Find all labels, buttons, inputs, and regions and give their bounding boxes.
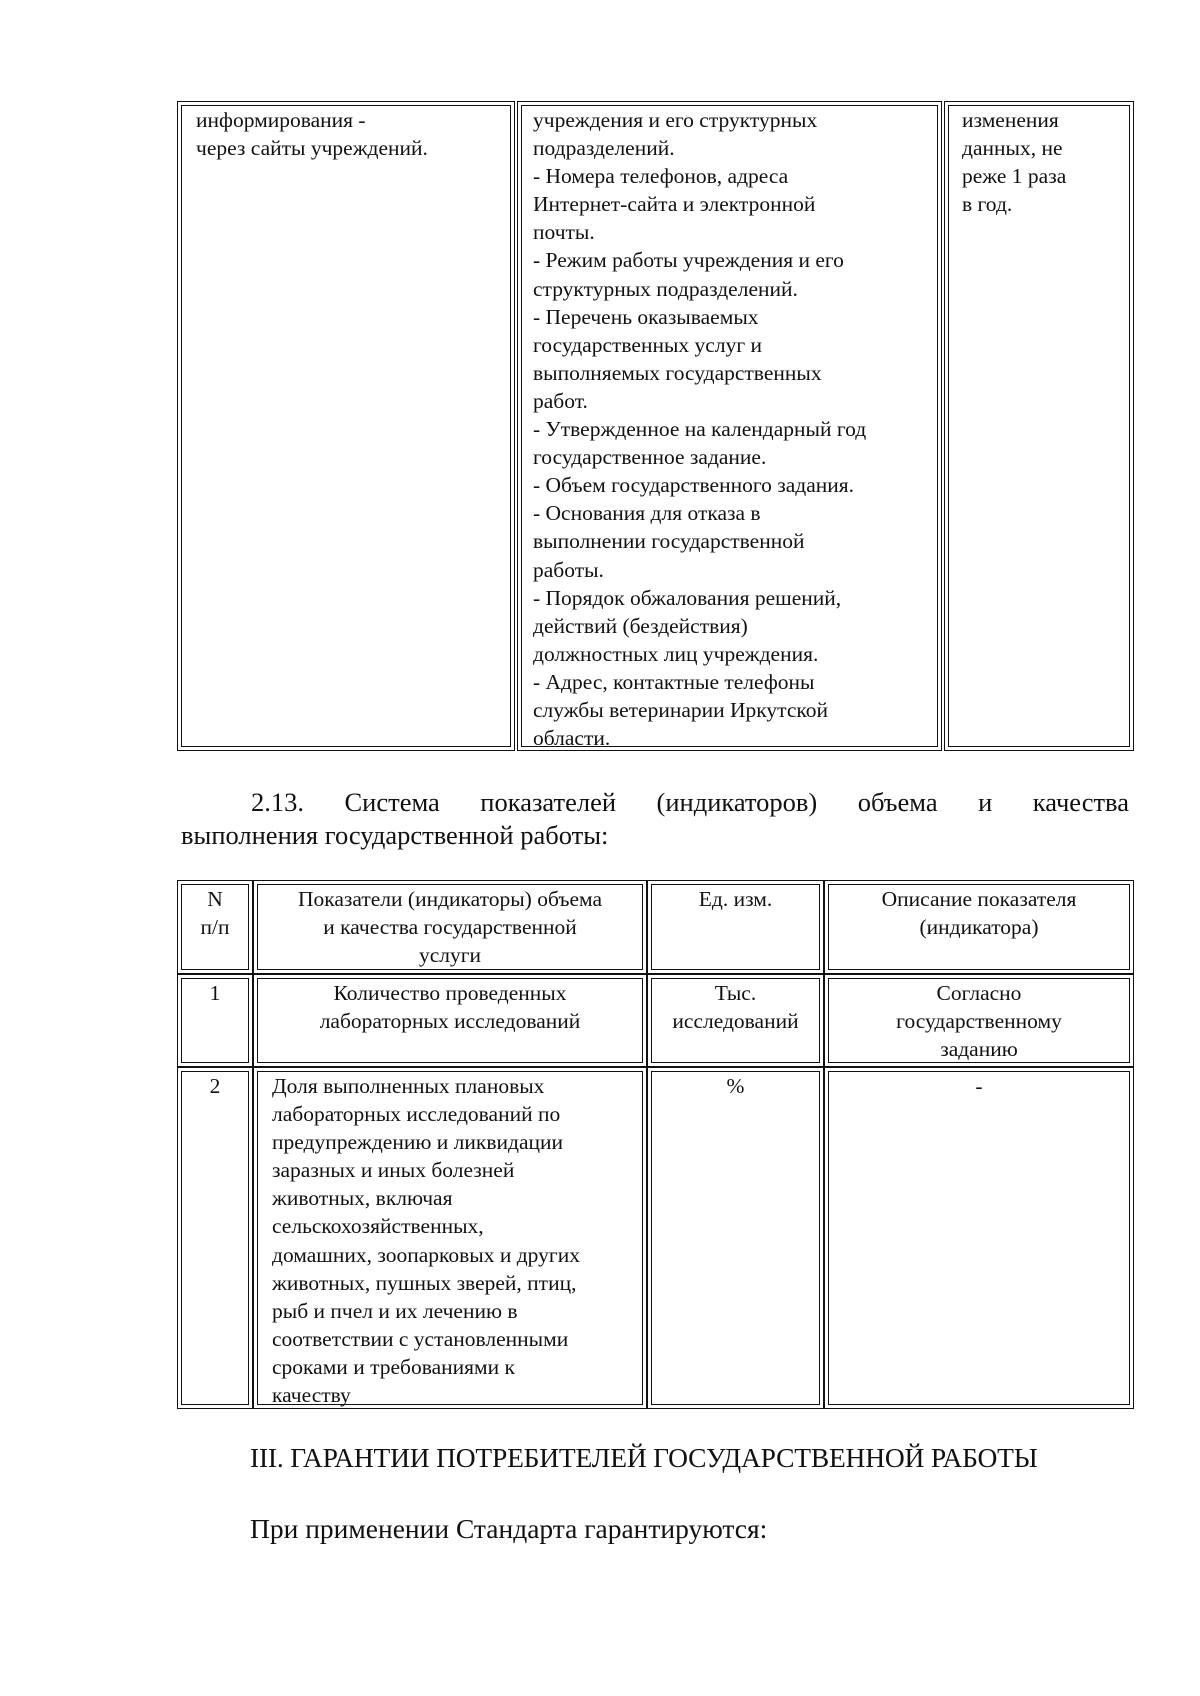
table-row-1-name-cell [257,978,643,1063]
section-2-13-paragraph [181,786,1129,852]
info-method-text: информирования - через сайты учреждений. [196,108,428,161]
info-content-text: учреждения и его структурных подразделений. - Номера телефонов, адреса Интернет-сайта и электронной почты. - Режим работы учреждения и его структурных подразделений. - Перечень оказываемых государственных услуг и выполняемых государственных работ. - Утвержденное на календарный год государственное задание. - Объем государственного задания. - Основания для отказа в выполнении государственной работы. - Порядок обжалования решений, действий (бездействия) должностных лиц учреждения. - Адрес, контактные телефоны службы ветеринарии Иркутской области. [533,108,867,751]
table-row-1-desc-cell [828,978,1130,1063]
header-name-cell [257,884,643,970]
info-frequency-text: изменения данных, не реже 1 раза в год. [962,108,1067,217]
header-desc-cell [828,884,1130,970]
section-2-13-line1: 2.13. Система показателей (индикаторов) объема и качества [251,787,1129,817]
row-1-num: 1 [209,981,221,1005]
row-2-num: 2 [209,1074,221,1098]
header-name: Показатели (индикаторы) объема и качества государственной услуги [297,887,603,968]
header-num: N п/п [200,887,230,940]
section-3-heading: III. ГАРАНТИИ ПОТРЕБИТЕЛЕЙ ГОСУДАРСТВЕННОЙ РАБОТЫ [250,1442,1038,1473]
header-unit: Ед. изм. [698,887,773,911]
row-2-name: Доля выполненных плановых лабораторных исследований по предупреждению и ликвидации заразных и иных болезней животных, включая сельскохозяйственных, домашних, зоопарковых и других животных, пушных зверей, птиц, рыб и пчел и их лечению в соответствии с установленными сроками и требованиями к качеству [272,1074,580,1408]
info-frequency-cell [948,105,1130,747]
table-row-1-num-cell [181,978,249,1063]
header-num-cell [181,884,249,970]
section-3-intro: При применении Стандарта гарантируются: [250,1513,768,1544]
row-2-unit: % [726,1074,745,1098]
table-row-2-name-cell [257,1071,643,1408]
table-row-2-unit-cell [651,1071,820,1405]
info-method-cell [181,105,511,747]
row-2-desc: - [975,1074,983,1098]
table-row-1-unit-cell [651,978,820,1063]
table-row-2-num-cell [181,1071,249,1405]
row-1-desc: Согласно государственному заданию [896,981,1062,1062]
section-2-13-line2: выполнения государственной работы: [181,820,609,850]
header-desc: Описание показателя (индикатора) [881,887,1077,940]
row-1-unit: Тыс. исследований [672,981,799,1034]
header-unit-cell [651,884,820,970]
table-row-2-desc-cell [828,1071,1130,1405]
info-content-cell [521,105,938,751]
row-1-name: Количество проведенных лабораторных исследований [319,981,581,1034]
